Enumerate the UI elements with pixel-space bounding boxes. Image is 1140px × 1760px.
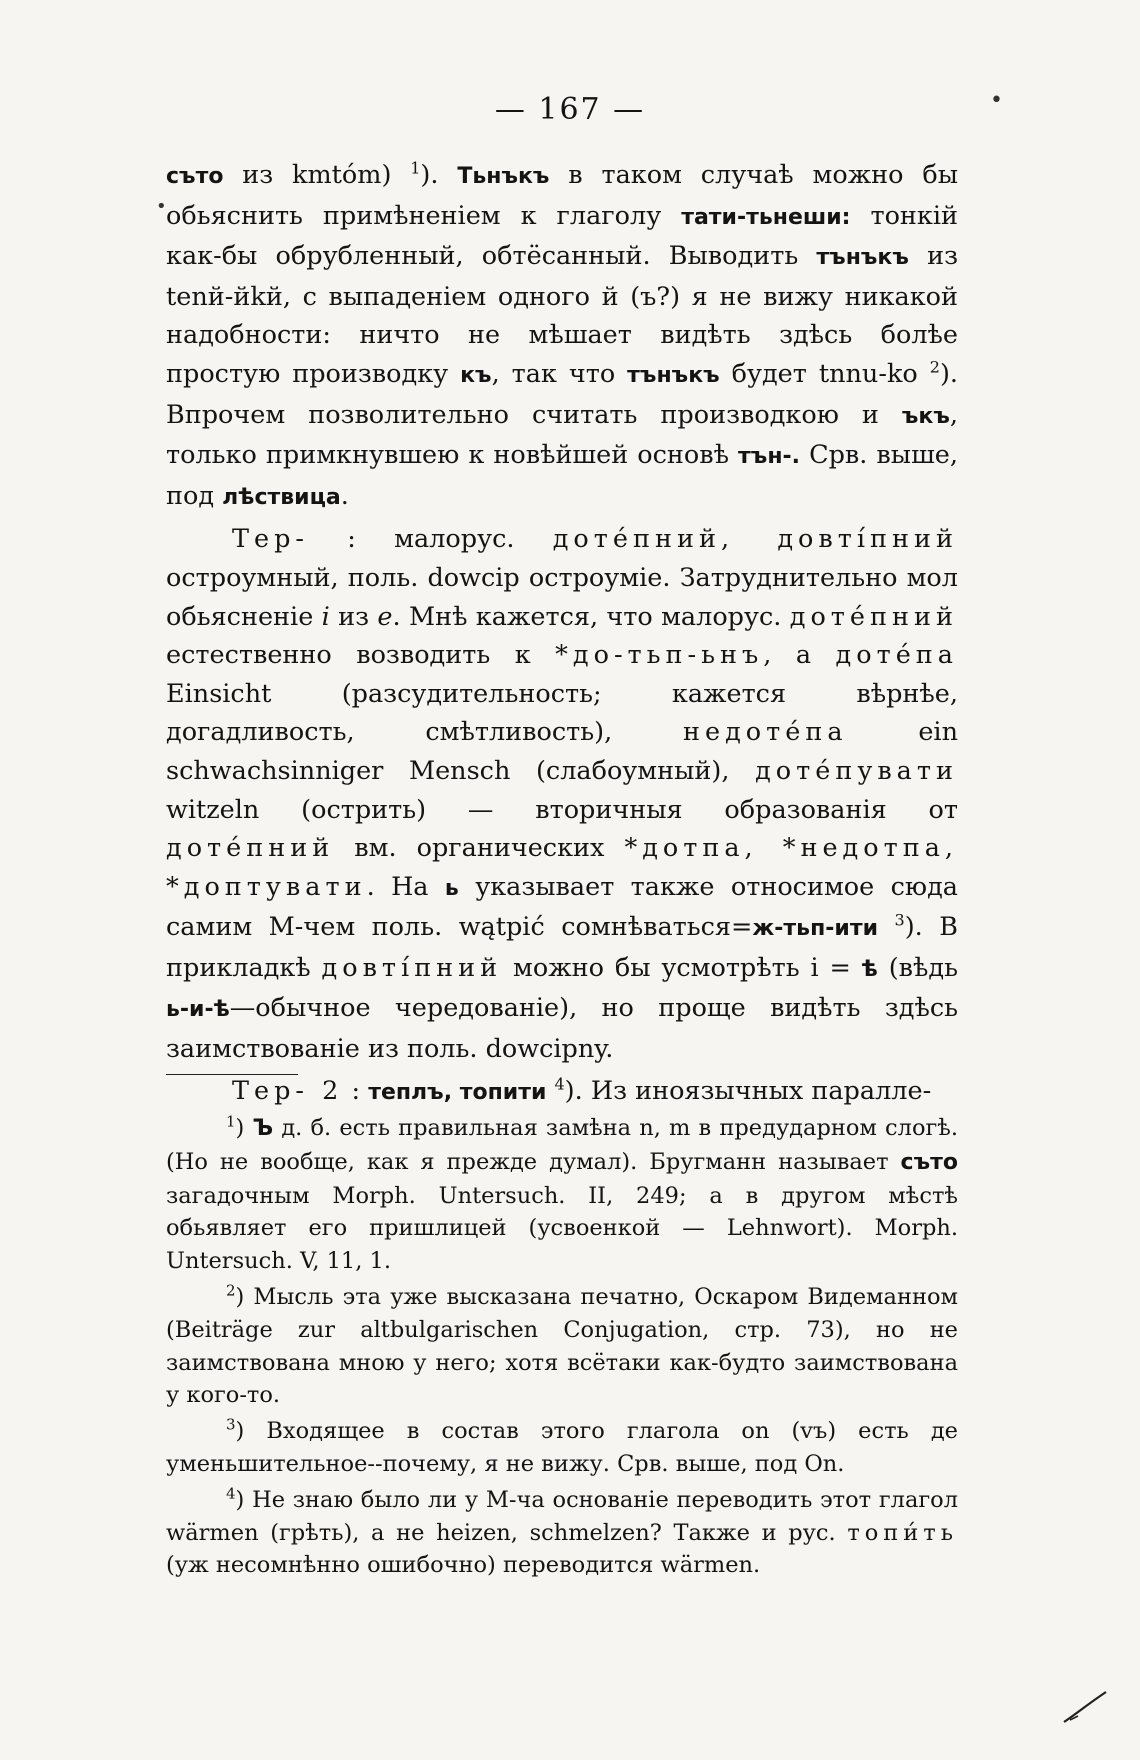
italic-letter: i: [321, 601, 330, 632]
text-run: , так что: [491, 358, 628, 389]
bold-word: тънъкъ: [816, 245, 909, 271]
bold-word: теплъ, топити: [368, 1079, 547, 1105]
text-run: . На: [366, 871, 445, 902]
text-run: (вѣдь: [877, 952, 958, 983]
bold-word: ъкъ: [901, 403, 950, 429]
text-run: ) Мысль эта уже высказана печатно, Оскаром Видеманном (Beiträge zur altbulgarischen Conjugation, стр. 73), но не заимствована мною у него; хотя всётаки как-будто заимствована у кого-то.: [166, 1283, 958, 1409]
text-run: :: [343, 1075, 369, 1106]
spaced-word: дотéпувати: [755, 755, 958, 786]
footnote-ref: 3: [894, 910, 905, 930]
main-text: [166, 156, 958, 1112]
text-run: Срв. выше, под: [166, 440, 958, 511]
text-run: естественно возводить к: [166, 640, 556, 671]
text-run: ). В прикладкѣ: [166, 912, 959, 983]
spaced-word: дотéпний: [166, 833, 335, 864]
footnote-number: 3: [226, 1415, 236, 1434]
spaced-word: *дотпа, *недотпа, *доптувати: [166, 833, 959, 902]
footnote-number: 1: [226, 1112, 236, 1131]
text-run: ) Входящее в состав этого глагола on (vъ) есть де уменьшительное--почему, я не вижу. Срв. выше, под On.: [166, 1418, 958, 1477]
bold-word: лѣствица: [222, 484, 341, 510]
spaced-word: дотéпний, довтíпний: [552, 524, 958, 555]
bold-word: тън-.: [738, 444, 801, 470]
paragraph: [166, 156, 958, 517]
spaced-word: *до-тьп-ьнъ: [555, 640, 764, 671]
footnote: [166, 1281, 958, 1412]
text-run: из: [329, 601, 378, 632]
text-run: ein schwachsinniger Mensch (слабоумный),: [166, 717, 958, 786]
paragraph: [166, 520, 958, 1068]
text-run: ). Впрочем позволительно считать производкою и: [166, 358, 958, 430]
bold-word: къ: [460, 362, 492, 388]
text-run: из kmtóm): [223, 160, 411, 190]
text-run: (уж несомнѣнно ошибочно) переводится wärmen.: [166, 1552, 761, 1579]
spaced-word: недотéпа: [683, 717, 848, 748]
spaced-word: довтíпний: [321, 952, 503, 983]
bold-word: тънъкъ: [627, 362, 720, 388]
spaced-word: Тер-: [232, 524, 310, 555]
text-run: Einsicht (разсудительность; кажется вѣрнѣе, догадливость, смѣтливость),: [166, 678, 958, 748]
text-run: , а: [763, 640, 836, 671]
text-run: .: [340, 480, 349, 511]
footnote: [166, 1484, 958, 1582]
text-run: ): [235, 1115, 253, 1141]
text-run: ).: [420, 160, 458, 190]
footnote-number: 4: [226, 1484, 236, 1503]
text-run: из tenй-йkй, с выпаденіем одного й (ъ?) я не вижу никакой надобности: ничто не мѣшает видѣть здѣсь болѣе простую производку: [166, 241, 958, 389]
paragraph: [166, 1072, 958, 1113]
spaced-word: дотéпний: [789, 601, 958, 632]
text-run: загадочным Morph. Untersuch. II, 249; а в другом мѣстѣ обьявляет его пришлицей (усвоенкой — Lehnwort). Morph. Untersuch. V, 11, 1.: [166, 1182, 958, 1275]
text-run: [878, 912, 895, 942]
text-run: в таком случаѣ можно бы обьяснить примѣненіем к глаголу: [166, 160, 958, 231]
text-run: : малорус.: [309, 524, 553, 555]
bold-word: Тьнъкъ: [457, 164, 550, 189]
print-speck: •: [156, 196, 167, 217]
text-run: тонкій как-бы обрубленный, обтёсанный. Выводить: [166, 200, 958, 272]
bold-word: ь: [444, 875, 459, 901]
bold-word: съто: [900, 1149, 958, 1175]
text-run: можно бы усмотрѣть і =: [502, 952, 862, 983]
bold-word: ѣ: [861, 956, 878, 982]
text-run: —обычное чередованіе), но проще видѣть здѣсь заимствованіе из поль. dowcipny.: [166, 993, 958, 1065]
text-run: ). Из иноязычных паралле-: [564, 1075, 932, 1106]
text-run: д. б. есть правильная замѣна n, m в предударном слогѣ. (Но не вообще, как я прежде думал). Бругманн называет: [166, 1115, 959, 1175]
footnotes: [166, 1112, 958, 1585]
spaced-word: дотéпа: [835, 640, 958, 671]
footnote-divider: [166, 1074, 298, 1075]
text-run: ) Не знаю было ли у М-ча основаніе переводить этот глагол wärmen (грѣть), а не heizen, schmelzen? Также и рус.: [166, 1486, 958, 1546]
spaced-word: Тер- 2: [232, 1075, 344, 1106]
bold-word: тати-тьнеши:: [681, 204, 851, 230]
text-run: указывает также относимое сюда самим М-чем поль. wątpić сомнѣваться=: [166, 871, 958, 943]
print-speck: •: [990, 88, 1003, 113]
bold-word: съто: [166, 164, 224, 189]
bold-word: ь-и-ѣ: [166, 997, 230, 1023]
spaced-word: топи́ть: [847, 1519, 958, 1546]
text-run: вм. органических: [334, 833, 625, 864]
italic-letter: е: [377, 601, 393, 632]
footnote: [166, 1415, 958, 1481]
bold-word: ж-тьп-ити: [752, 916, 878, 942]
text-run: witzeln (острить) — вторичныя образованія от: [166, 794, 958, 825]
footnote-ref: 4: [554, 1074, 565, 1094]
footnote-number: 2: [226, 1281, 236, 1300]
text-run: остроумный, поль. dowcip остроумie. Затруднительно мол обьясненіе: [166, 562, 958, 632]
text-run: будет tnnu-ko: [719, 358, 930, 389]
text-run: . Мнѣ кажется, что малорус.: [392, 601, 790, 632]
footnote-ref: 2: [929, 357, 940, 377]
footnote-ref: 1: [410, 158, 421, 178]
bold-word: Ъ: [252, 1116, 274, 1141]
text-run: , только примкнувшею к новѣйшей основѣ: [166, 399, 958, 471]
footnote: [166, 1112, 958, 1278]
pen-mark-icon: [1062, 1690, 1108, 1726]
page-number: — 167 —: [494, 92, 646, 127]
